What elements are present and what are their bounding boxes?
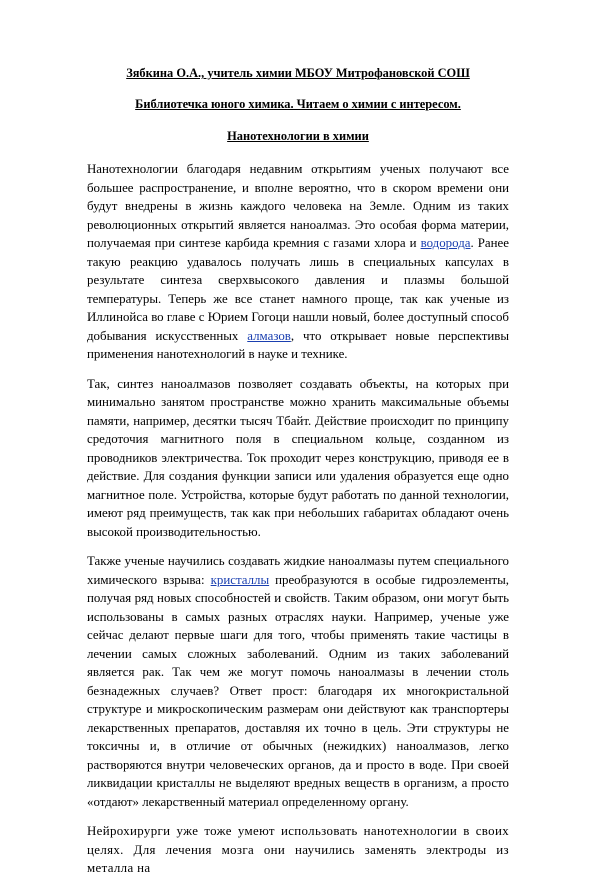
paragraph-3-text-b: преобразуются в особые гидроэлементы, получая ряд новых способностей и свойств. Таким образом, они могут быть использованы в самых разных отраслях науки. Например, ученые уже сейчас делают первые шаги для того, чтобы применять такие частицы в лечении самых сложных заболеваний. Одним из таких заболеваний является рак. Так чем же могут помочь наноалмазы в лечении столь безнадежных случаев? Ответ прост: благодаря их многокристальной структуре и микроскопическим размерам они действуют как транспортеры лекарственных препаратов, доставляя их точно в цель. Эти структуры не токсичны и, в отличие от обычных (нежидких) наноалмазов, легко растворяются внутри человеческих органов, да и просто в воде. При своей ликвидации кристаллы не выделяют вредных веществ в организм, а просто «отдают» лекарственный материал определенному органу.: [87, 572, 510, 809]
paragraph-1-text-b: . Ранее такую реакцию удавалось получать лишь в специальных капсулах в результате синтеза сверхвысокого давления и плазмы большой температуры. Теперь же все станет намного проще, так как ученые из Иллинойса во главе с Юрием Гогоци нашли новый, более доступный способ добывания искусственных: [87, 236, 509, 343]
series-line: Библиотечка юного химика. Читаем о химии с интересом.: [135, 97, 461, 111]
author-line: Зябкина О.А., учитель химии МБОУ Митрофановской СОШ: [126, 66, 470, 80]
document-page: [87, 66, 509, 878]
document-title: Нанотехнологии в химии: [227, 129, 369, 143]
paragraph-3: [87, 552, 509, 811]
paragraph-3-text-a: Также ученые научились создавать жидкие наноалмазы путем специального химического взрыва:: [87, 554, 509, 587]
paragraph-1: [87, 160, 509, 364]
paragraph-1-text-a: Нанотехнологии благодаря недавним открытиям ученых получают все большее распространение, и вполне вероятно, что в скором времени они будут внедрены в жизнь каждого человека на Земле. Одним из таких революционных открытий является наноалмаз. Это особая форма материи, получаемая при синтезе карбида кремния с газами хлора и: [87, 162, 509, 250]
paragraph-1-text-c: , что открывает новые перспективы применения нанотехнологий в науке и технике.: [87, 328, 509, 361]
link-crystals[interactable]: кристаллы: [210, 572, 270, 587]
link-hydrogen[interactable]: водорода: [420, 236, 471, 250]
link-diamonds[interactable]: алмазов: [247, 328, 291, 343]
paragraph-4: Нейрохирурги уже тоже умеют использовать нанотехнологии в своих целях. Для лечения мозга они научились заменять электроды из металла на: [87, 824, 509, 875]
paragraph-2: Так, синтез наноалмазов позволяет создавать объекты, на которых при минимально занятом пространстве можно хранить максимальные объемы памяти, например, десятки тысяч Тбайт. Действие происходит по принципу средоточия магнитного поля в специальном кольце, созданном из проводников электричества. Ток проходит через конструкцию, приводя ее в действие. Для создания функции записи или удаления образуется еще одно магнитное поле. Устройства, которые будут работать по данной технологии, имеют ряд преимуществ, так как при небольших габаритах обладают очень высокой производительностью.: [87, 376, 509, 539]
